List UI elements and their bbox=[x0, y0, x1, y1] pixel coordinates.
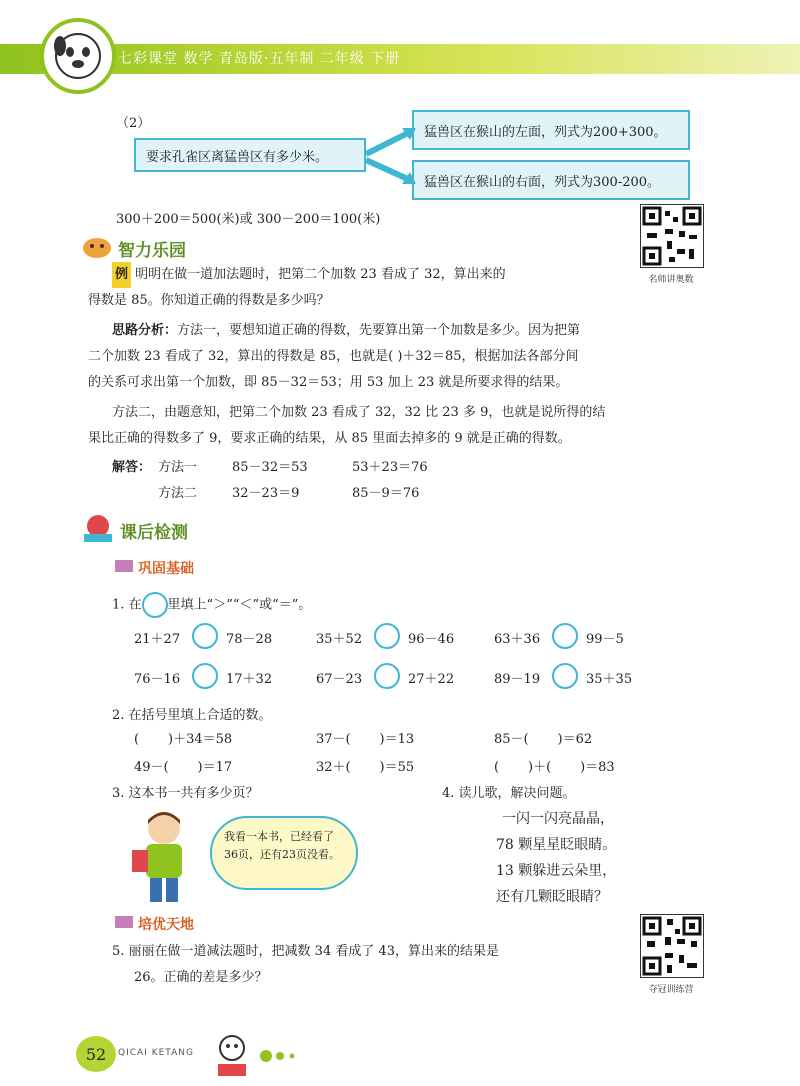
question-box: 要求孔雀区离猛兽区有多少米。 bbox=[134, 138, 366, 172]
speech-bubble: 我看一本书，已经看了36页，还有23页没看。 bbox=[210, 816, 358, 890]
example-line-1 bbox=[112, 262, 712, 288]
example-text: 明明在做一道加法题时，把第二个加数 23 看成了 32，算出来的 bbox=[131, 267, 506, 282]
q1-expr: 63＋36 bbox=[494, 632, 541, 647]
footer-mascot-icon bbox=[210, 1030, 300, 1084]
method2-label: 方法二 bbox=[158, 486, 198, 501]
analysis-line-5: 果比正确的得数多了 9，要求正确的结果，从 85 里面去掉多的 9 就是正确的得数。 bbox=[88, 431, 571, 446]
right-case-box: 猛兽区在猴山的右面，列式为300-200。 bbox=[412, 160, 690, 200]
boy-illustration-icon bbox=[124, 806, 204, 910]
footer-brand: QICAI KETANG bbox=[118, 1048, 194, 1058]
method2-step-a: 32－23＝9 bbox=[232, 486, 300, 501]
method1-step-a: 85－32＝53 bbox=[232, 460, 308, 475]
q2-item[interactable]: 49－( )＝17 bbox=[134, 760, 233, 775]
analysis-line-4: 方法二，由题意知，把第二个加数 23 看成了 32，32 比 23 多 9，也就是说所得的结 bbox=[112, 405, 606, 420]
poem-line: 一闪一闪亮晶晶， bbox=[502, 811, 614, 827]
q1-expr: 21＋27 bbox=[134, 632, 181, 647]
q2-item[interactable]: ( )＋( )＝83 bbox=[494, 760, 615, 775]
q4-title: 4. 读儿歌，解决问题。 bbox=[442, 786, 576, 801]
book-icon bbox=[114, 558, 134, 578]
analysis-line-2: 二个加数 23 看成了 32，算出的得数是 85，也就是( )＋32＝85，根据加法各部分间 bbox=[88, 349, 579, 364]
page-number: 52 bbox=[76, 1036, 116, 1072]
q1-post: 里填上“＞”“＜”或“＝”。 bbox=[167, 597, 312, 613]
q1-title bbox=[112, 592, 311, 618]
branch-arrows bbox=[360, 118, 420, 198]
example-line-2: 得数是 85。你知道正确的得数是多少吗？ bbox=[88, 293, 330, 308]
analysis-line-3: 的关系可求出第一个加数，即 85－32＝53；用 53 加上 23 就是所要求得的结果。 bbox=[88, 375, 569, 390]
compare-circle[interactable] bbox=[552, 623, 578, 649]
q1-expr: 17＋32 bbox=[226, 672, 273, 687]
analysis-line-1 bbox=[112, 318, 752, 344]
answer-line: 300＋200＝500(米)或 300－200＝100(米) bbox=[116, 212, 381, 227]
compare-circle-icon bbox=[142, 592, 168, 618]
left-case-box: 猛兽区在猴山的左面，列式为200+300。 bbox=[412, 110, 690, 150]
sub-title-peiyou: 培优天地 bbox=[138, 917, 194, 933]
q1-expr: 35＋52 bbox=[316, 632, 363, 647]
qr-caption-bottom: 夺冠训练营 bbox=[648, 985, 694, 995]
qr-code-icon bbox=[640, 914, 704, 978]
q2-item[interactable]: 85－( )＝62 bbox=[494, 732, 593, 747]
q5-line-2: 26。正确的差是多少？ bbox=[134, 970, 268, 985]
q1-expr: 35＋35 bbox=[586, 672, 633, 687]
q1-expr: 89－19 bbox=[494, 672, 541, 687]
header-title: 七彩课堂 数学 青岛版·五年制 二年级 下册 bbox=[118, 51, 401, 67]
example-mark: 例 bbox=[112, 262, 131, 288]
compare-circle[interactable] bbox=[374, 663, 400, 689]
subquestion-label: （2） bbox=[116, 116, 151, 131]
q2-item[interactable]: 32＋( )＝55 bbox=[316, 760, 415, 775]
method2-step-b: 85－9＝76 bbox=[352, 486, 420, 501]
qr-caption-top: 名师讲奥数 bbox=[648, 275, 694, 285]
compare-circle[interactable] bbox=[192, 623, 218, 649]
q5-line-1: 5. 丽丽在做一道减法题时，把减数 34 看成了 43，算出来的结果是 bbox=[112, 944, 500, 959]
section-title-kehou: 课后检测 bbox=[120, 523, 188, 543]
compare-circle[interactable] bbox=[374, 623, 400, 649]
sub-title-gonggu: 巩固基础 bbox=[138, 561, 194, 577]
q1-expr: 78－28 bbox=[226, 632, 273, 647]
q1-expr: 27＋22 bbox=[408, 672, 455, 687]
analysis-text: 方法一，要想知道正确的得数，先要算出第一个加数是多少。因为把第 bbox=[177, 323, 581, 338]
q1-expr: 67－23 bbox=[316, 672, 363, 687]
section-icon bbox=[80, 232, 114, 264]
qr-code-icon bbox=[640, 204, 704, 268]
mascot-icon bbox=[40, 18, 116, 94]
poem-line: 还有几颗眨眼睛？ bbox=[496, 889, 608, 905]
method1-label: 方法一 bbox=[158, 460, 198, 475]
section-title-zhili: 智力乐园 bbox=[118, 241, 186, 261]
q1-pre: 1. 在 bbox=[112, 597, 142, 613]
q2-item[interactable]: 37－( )＝13 bbox=[316, 732, 415, 747]
book-icon bbox=[114, 914, 134, 934]
q1-expr: 96－46 bbox=[408, 632, 455, 647]
q1-expr: 99－5 bbox=[586, 632, 624, 647]
poem-line: 78 颗星星眨眼睛。 bbox=[496, 837, 617, 853]
section-icon bbox=[80, 512, 116, 548]
method1-step-b: 53＋23＝76 bbox=[352, 460, 428, 475]
compare-circle[interactable] bbox=[192, 663, 218, 689]
compare-circle[interactable] bbox=[552, 663, 578, 689]
q2-title: 2. 在括号里填上合适的数。 bbox=[112, 708, 272, 723]
q1-expr: 76－16 bbox=[134, 672, 181, 687]
poem-line: 13 颗躲进云朵里， bbox=[496, 863, 617, 879]
q2-item[interactable]: ( )＋34＝58 bbox=[134, 732, 233, 747]
solution-label: 解答： bbox=[112, 460, 152, 475]
q3-title: 3. 这本书一共有多少页？ bbox=[112, 786, 259, 801]
analysis-label: 思路分析： bbox=[112, 323, 178, 338]
